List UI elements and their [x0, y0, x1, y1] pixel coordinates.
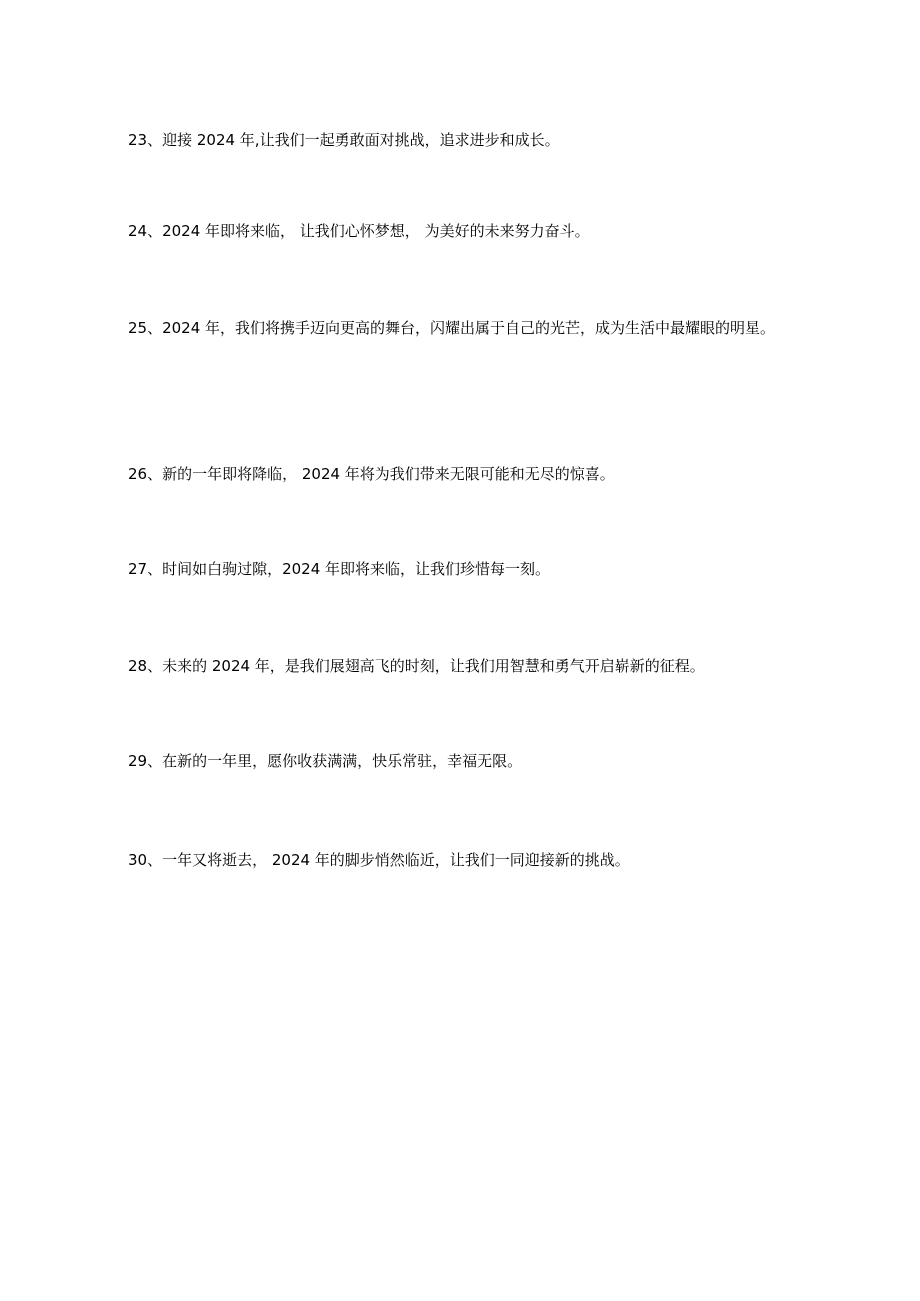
paragraph-27: 27、时间如白驹过隙，2024 年即将来临，让我们珍惜每一刻。 [128, 560, 551, 578]
paragraph-25: 25、2024 年，我们将携手迈向更高的舞台，闪耀出属于自己的光芒，成为生活中最耀眼的明星。 [128, 319, 776, 337]
paragraph-30: 30、一年又将逝去， 2024 年的脚步悄然临近，让我们一同迎接新的挑战。 [128, 851, 630, 869]
paragraph-26: 26、新的一年即将降临， 2024 年将为我们带来无限可能和无尽的惊喜。 [128, 465, 615, 483]
paragraph-29: 29、在新的一年里，愿你收获满满，快乐常驻，幸福无限。 [128, 752, 523, 770]
paragraph-28: 28、未来的 2024 年，是我们展翅高飞的时刻，让我们用智慧和勇气开启崭新的征程。 [128, 657, 705, 675]
paragraph-24: 24、2024 年即将来临， 让我们心怀梦想， 为美好的未来努力奋斗。 [128, 222, 590, 240]
paragraph-23: 23、迎接 2024 年,让我们一起勇敢面对挑战，追求进步和成长。 [128, 131, 560, 149]
